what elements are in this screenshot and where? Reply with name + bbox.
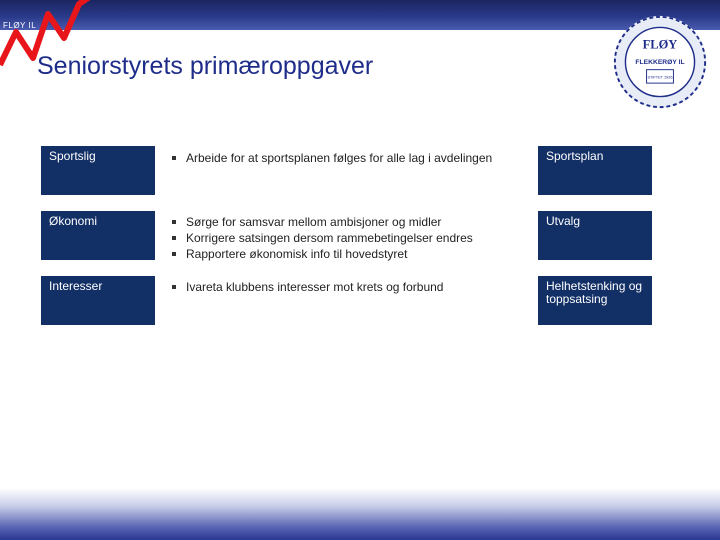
task-item: Sørge for samsvar mellom ambisjoner og midler bbox=[170, 214, 530, 230]
svg-text:FLEKKERØY IL: FLEKKERØY IL bbox=[635, 58, 685, 66]
task-list-okonomi bbox=[170, 214, 530, 262]
task-item: Arbeide for at sportsplanen følges for alle lag i avdelingen bbox=[170, 150, 530, 166]
tool-box-helhetstenking: Helhetstenking og toppsatsing bbox=[538, 276, 652, 325]
area-box-sportslig: Sportslig bbox=[41, 146, 155, 195]
tool-box-sportsplan: Sportsplan bbox=[538, 146, 652, 195]
brand-label: FLØY IL bbox=[3, 21, 37, 30]
task-item: Korrigere satsingen dersom rammebetingelser endres bbox=[170, 230, 530, 246]
area-box-interesser: Interesser bbox=[41, 276, 155, 325]
club-logo bbox=[612, 14, 708, 110]
svg-text:STIFTET 1926: STIFTET 1926 bbox=[647, 75, 673, 80]
task-item: Ivareta klubbens interesser mot krets og forbund bbox=[170, 279, 530, 295]
svg-text:FLØY: FLØY bbox=[642, 37, 678, 52]
task-list-interesser bbox=[170, 279, 530, 295]
area-box-okonomi: Økonomi bbox=[41, 211, 155, 260]
bottom-gradient-band bbox=[0, 488, 720, 540]
page-title: Seniorstyrets primæroppgaver bbox=[37, 52, 374, 80]
task-item: Rapportere økonomisk info til hovedstyret bbox=[170, 246, 530, 262]
tool-box-utvalg: Utvalg bbox=[538, 211, 652, 260]
task-list-sportslig bbox=[170, 150, 530, 166]
